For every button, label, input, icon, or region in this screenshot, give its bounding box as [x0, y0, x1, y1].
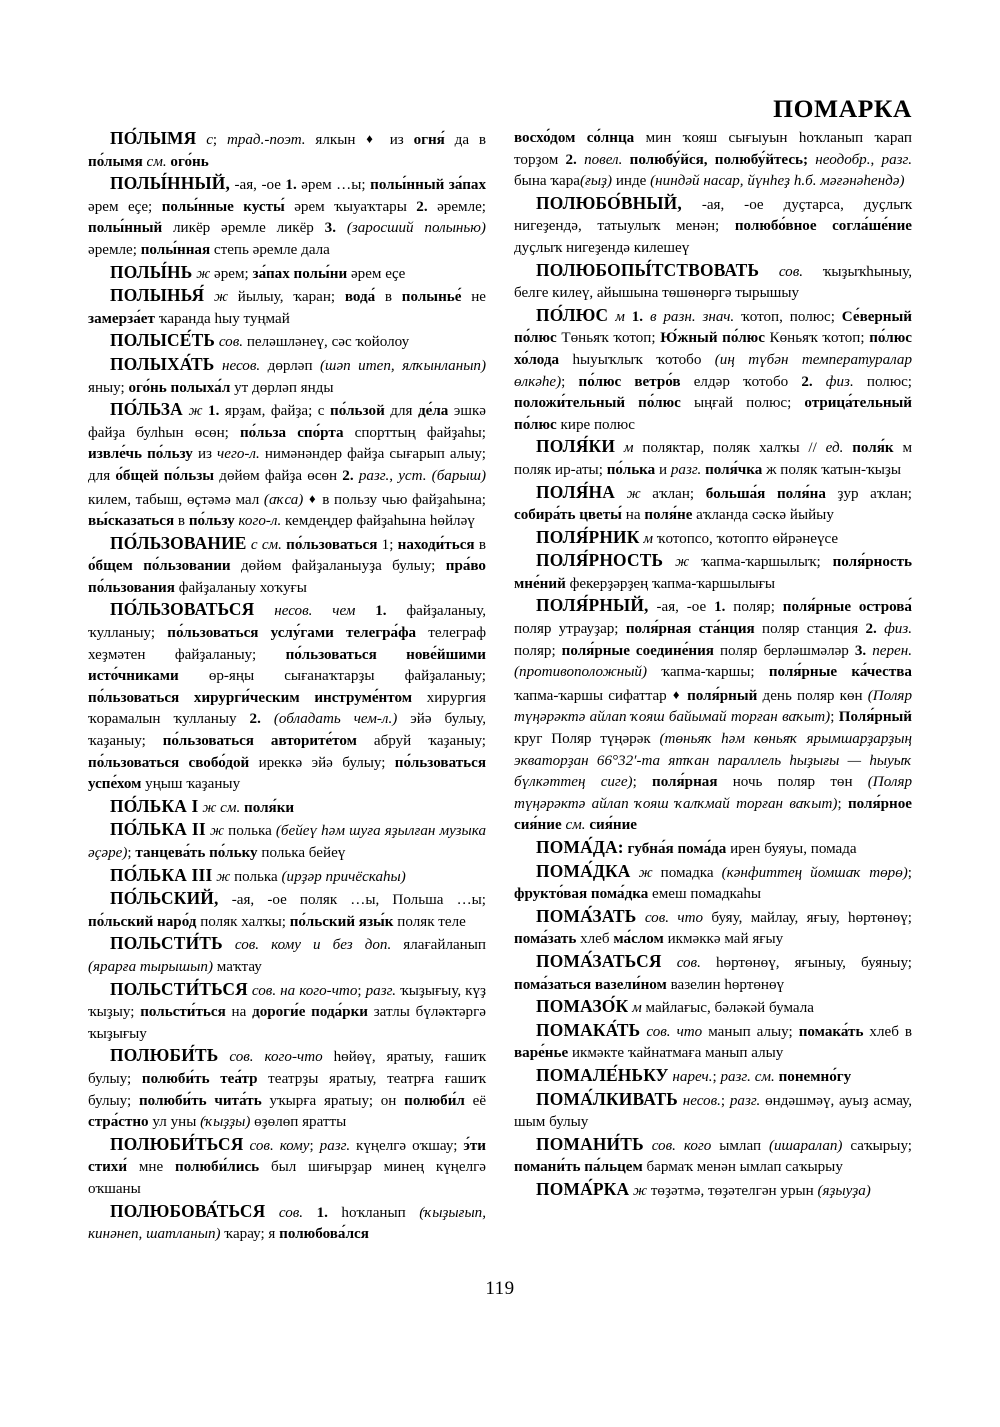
dictionary-entry	[514, 482, 912, 527]
entry-body: сов. кому и без доп. ялағайланып (ярарға тырышып) маҡтау	[88, 937, 486, 975]
entry-headword: ПО́ЛЬЗОВАТЬСЯ	[110, 599, 255, 620]
dictionary-entry	[88, 865, 486, 889]
entry-body: ж әрем; за́пах полы́ни әрем еҫе	[196, 265, 406, 282]
running-head: ПОМАРКА	[773, 94, 912, 123]
dictionary-entry	[88, 599, 486, 795]
entry-body: ж полька (ирҙәр причёскаһы)	[216, 868, 406, 885]
dictionary-entry	[514, 996, 912, 1020]
entry-body: губна́я пома́да ирен буяуы, помада	[627, 841, 857, 857]
left-column	[88, 128, 486, 1246]
entry-headword: ПОЛЫСЕ́ТЬ	[110, 330, 216, 351]
entry-headword: ПОЛЮБИ́ТЬСЯ	[110, 1133, 244, 1154]
dictionary-entry	[514, 595, 912, 837]
entry-headword: ПОЛЯ́РНЫЙ,	[536, 595, 649, 616]
dictionary-entry	[88, 933, 486, 978]
dictionary-entry	[88, 285, 486, 330]
dictionary-entry	[514, 550, 912, 595]
entry-body: ж аҡлан; больша́я поля́на ҙур аҡлан; собира́ть цветы́ на поля́не аҡланда сәскә йыйыу	[514, 485, 912, 524]
entry-body: ж ҡапма-ҡаршылыҡ; поля́рность мне́ний фекерҙәрҙең ҡапма-ҡаршылығы	[514, 554, 913, 592]
dictionary-entry	[88, 330, 486, 354]
dictionary-entry	[514, 906, 912, 951]
dictionary-entry	[88, 1134, 486, 1201]
dictionary-entry	[88, 979, 486, 1046]
two-column-body	[88, 128, 912, 1246]
entry-headword: ПОЛЫХА́ТЬ	[110, 353, 215, 374]
entry-body: м поляктар, поляк халҡы // ед. поля́к м поляк ир-аты; по́лька и разг. поля́чка ж поляк ҡатын-ҡыҙы	[514, 440, 913, 478]
entry-headword: ПОЛЮБИ́ТЬ	[110, 1045, 219, 1066]
entry-body: ж 1. ярҙам, файҙа; с по́льзой для де́ла эшкә файҙа булһын өсөн; по́льза спо́рта спорттың файҙаһы; извле́чь по́льзу из чего-л. нимәнәндер файҙа сығарып алыу; для о́бщей по́льзы дөйөм файҙа өсөн 2. разг., уст. (барыш) килем, табыш, өҫтәмә мал (аҡса) ♦ в пользу чью файҙаһына; вы́сказаться в по́льзу кого-л. кемдеңдер файҙаһына һөйләү	[88, 403, 487, 530]
entry-headword: ПОЛЮБО́ВНЫЙ,	[536, 192, 682, 213]
entry-headword: ПО́ЛЬЗОВАНИЕ	[110, 532, 247, 553]
entry-headword: ПОМА́РКА	[536, 1178, 630, 1199]
dictionary-entry	[88, 128, 486, 173]
dictionary-entry	[514, 260, 912, 305]
entry-body: с см. по́льзоваться 1; находи́ться в о́бщем по́льзовании дөйөм файҙаланыуҙа булыу; пра́во по́льзования файҙаланыу хоҡуғы	[88, 536, 486, 596]
entry-headword: ПОМАКА́ТЬ	[536, 1019, 641, 1040]
page-number: 119	[485, 1278, 515, 1299]
entry-headword: ПО́ЛЫМЯ	[110, 128, 197, 148]
entry-body: с; трад.-поэт. ялкын ♦ из огня́ да в по́лымя см. ого́нь	[88, 131, 486, 170]
entry-body: сов. ҡыҙыҡһыныу, белге килеү, айышына төшөнөргә тырышыу	[514, 263, 912, 302]
dictionary-entry	[514, 1179, 912, 1203]
dictionary-entry	[514, 861, 912, 906]
entry-body: ж төҙәтмә, төҙәтелгән урын (яҙыуҙа)	[633, 1182, 871, 1199]
entry-body: ж йылыу, ҡаран; вода́ в полынье́ не замерза́ет ҡаранда һыу туңмай	[88, 289, 486, 327]
dictionary-entry	[88, 819, 486, 864]
entry-headword: ПОЛЯ́РНОСТЬ	[536, 550, 664, 571]
entry-headword: ПОМА́ДА:	[536, 837, 624, 857]
entry-headword: ПОЛЬСТИ́ТЬСЯ	[110, 978, 248, 999]
dictionary-entry	[514, 305, 912, 437]
entry-body: сов. пеләшләнеү, сәс ҡойолоу	[218, 334, 410, 351]
entry-headword: ПО́ЛЬКА III	[110, 864, 213, 885]
entry-body: ж полька (бейеү һәм шуға яҙылған музыка әҫәре); танцева́ть по́льку полька бейеү	[88, 823, 486, 861]
entry-headword: ПО́ЛЬСКИЙ,	[110, 888, 219, 909]
entry-headword: ПО́ЛЬКА I	[110, 795, 199, 816]
entry-body: несов. дөрләп (шәп итеп, ялҡынланып) яныу; ого́нь полыха́л ут дөрләп янды	[88, 357, 486, 396]
entry-body: сов. что буяу, майлау, яғыу, һөртөнөү; пома́зать хлеб ма́слом икмәккә май яғыу	[514, 909, 912, 948]
dictionary-entry	[88, 796, 486, 820]
dictionary-entry	[514, 128, 912, 193]
dictionary-entry	[88, 354, 486, 399]
entry-body: -ая, -ое дуҫтарса, дуҫлыҡ нигеҙендә, татыулыҡ менән; полюбо́вное согла́ше́ние дуҫлыҡ нигеҙендә килешеү	[514, 196, 912, 256]
entry-body: сов. кого-что һөйөү, яратыу, ғашиҡ булыу; полюби́ть теа́тр театрҙы яратыу, театрға ғашиҡ булыу; полюби́ть чита́ть уҡырға яратыу; он полюби́л её стра́стно ул уны (ҡыҙҙы) өҙөлөп яратты	[88, 1049, 487, 1131]
dictionary-entry	[88, 173, 486, 261]
entry-headword: ПОЛЮБОВА́ТЬСЯ	[110, 1200, 266, 1221]
entry-headword: ПОЛЫНЬЯ́	[110, 285, 205, 306]
entry-headword: ПОМАЛЕ́НЬКУ	[536, 1064, 669, 1085]
dictionary-entry	[88, 888, 486, 933]
entry-headword: ПОЛЬСТИ́ТЬ	[110, 933, 223, 954]
entry-headword: ПОЛЯ́КИ	[536, 436, 616, 457]
dictionary-entry	[514, 1134, 912, 1179]
entry-body: сов. 1. һоҡланып (ҡыҙығып, кинәнеп, шатланып) ҡарау; я полюбова́лся	[88, 1204, 486, 1243]
right-column	[514, 128, 912, 1246]
entry-headword: ПОМАНИ́ТЬ	[536, 1133, 644, 1154]
dictionary-entry	[88, 262, 486, 286]
entry-body: сов. кому; разг. күңелгә оҡшау; э́ти стихи́ мне полюби́лись был шиғырҙар минең күңелгә оҡшаны	[88, 1137, 486, 1197]
entry-body: м ҡотопсо, ҡотопто өйрәнеүсе	[643, 530, 839, 547]
dictionary-entry	[514, 1020, 912, 1065]
dictionary-entry	[514, 436, 912, 481]
entry-headword: ПО́ЛЬЗА	[110, 399, 183, 420]
entry-headword: ПОЛЫ́ННЫЙ,	[110, 173, 231, 194]
entry-headword: ПОМАЗО́К	[536, 996, 629, 1017]
dictionary-entry	[88, 1045, 486, 1133]
entry-headword: ПОМА́ЗАТЬ	[536, 905, 637, 926]
entry-body: сов. һөртөнөү, яғыныу, буяныу; пома́заться вазели́ном вазелин һөртөнөү	[514, 954, 912, 993]
entry-body: сов. что манып алыу; помака́ть хлеб в варе́нье икмәкте ҡайнатмаға манып алыу	[514, 1023, 912, 1062]
entry-body: нареч.; разг. см. понемно́гу	[672, 1068, 852, 1085]
dictionary-entry	[514, 951, 912, 996]
dictionary-entry	[514, 1089, 912, 1134]
entry-body: -ая, -ое 1. әрем …ы; полы́нный за́пах әрем еҫе; полы́нные кусты́ әрем ҡыуаҡтары 2. әремле; полы́нный ликёр әремле ликёр 3. (заросший полынью) әремле; полы́нная степь әремле дала	[88, 177, 486, 258]
dictionary-entry	[514, 837, 912, 861]
entry-body: восхо́дом со́лнца мин ҡояш сығыуын һоҡланып ҡарап торҙом 2. повел. полюбу́йся, полюбу́йтесь; неодобр., разг. бына ҡара(ғыҙ) инде (ниндәй насар, йүнһеҙ һ.б. мәғәнәһендә)	[514, 130, 912, 190]
entry-headword: ПОЛЯ́НА	[536, 481, 615, 502]
entry-headword: ПОЛЮБОПЫ́ТСТВОВАТЬ	[536, 259, 760, 280]
dictionary-entry	[88, 1201, 486, 1246]
entry-headword: ПОМА́ЗАТЬСЯ	[536, 950, 662, 971]
dictionary-entry	[88, 399, 486, 533]
dictionary-entry	[514, 193, 912, 260]
entry-body: ж см. поля́ки	[202, 799, 295, 816]
entry-body: несов. чем 1. файҙаланыу, ҡулланыу; по́льзоваться услу́гами телегра́фа телеграф хеҙмәтен файҙаланыу; по́льзоваться нове́йшими исто́чниками өр-яңы сығанаҡтарҙы файҙаланыу; по́льзоваться хирурги́ческим инструме́нтом хирургия ҡорамалын ҡулланыу 2. (обладать чем-л.) эйә булыу, ҡаҙаныу; по́льзоваться авторите́том абруй ҡаҙаныу; по́льзоваться свобо́дой иреккә эйә булыу; по́льзоваться успе́хом уңыш ҡаҙаныу	[88, 603, 487, 793]
entry-body: несов.; разг. өндәшмәү, ауыҙ асмау, шым булыу	[514, 1092, 912, 1131]
dictionary-entry	[88, 533, 486, 600]
entry-body: сов. кого ымлап (ишаралап) саҡырыу; помани́ть па́льцем бармаҡ менән ымлап саҡырыу	[514, 1137, 912, 1176]
dictionary-entry	[514, 1065, 912, 1089]
entry-body: ж помадка (кәнфиттең йомшаҡ төрө); фрукто́вая пома́дка емеш помадкаһы	[514, 864, 912, 903]
entry-headword: ПОМА́ДКА	[536, 860, 631, 881]
dictionary-entry	[514, 527, 912, 551]
entry-headword: ПОЛЫ́НЬ	[110, 261, 193, 282]
entry-headword: ПОЛЯ́РНИК	[536, 526, 640, 547]
entry-body: -ая, -ое поляк …ы, Польша …ы; по́льский наро́д поляк халҡы; по́льский язы́к поляк теле	[88, 892, 486, 930]
entry-body: м 1. в разн. знач. ҡотоп, полюс; Се́верный по́люс Төньяҡ ҡотоп; Ю́жный по́люс Көньяҡ ҡотоп; по́люс хо́лода һыуыҡлыҡ ҡотобо (иң түбән температуралар өлкәһе); по́люс ветро́в елдәр ҡотобо 2. физ. полюс; положи́тельный по́люс ыңғай полюс; отрица́тельный по́люс кире полюс	[514, 308, 913, 433]
entry-headword: ПО́ЛЬКА II	[110, 819, 206, 840]
entry-headword: ПОМА́ЛКИВАТЬ	[536, 1088, 678, 1109]
entry-body: сов. на кого-что; разг. ҡыҙығыу, күҙ ҡыҙыу; польсти́ться на дороги́е пода́рки затлы бүләктәргә ҡыҙығыу	[88, 982, 486, 1042]
entry-body: -ая, -ое 1. поляр; поля́рные острова́ поляр утрауҙар; поля́рная ста́нция поляр станция 2. физ. поляр; поля́рные соедине́ния поляр берләшмәләр 3. перен. (противоположный) ҡапма-ҡаршы; поля́рные ка́чества ҡапма-ҡаршы сифаттар ♦ поля́рный день поляр көн (Поляр түңәрәктә айлап ҡояш байымай торған ваҡыт); Поля́рный круг Поляр түңәрәк (төньяҡ һәм көньяҡ ярымшарҙарҙың экваторҙан 66°32′-та ятҡан параллель һыҙығы — һыуыҡ бүлкәттең сиге); поля́рная ночь поляр төн (Поляр түңәрәктә айлап ҡояш ҡалҡмай торған ваҡыт); поля́рное сия́ние см. сия́ние	[514, 599, 913, 834]
entry-headword: ПО́ЛЮС	[536, 304, 609, 325]
entry-body: м майлағыс, бәләкәй бумала	[632, 1000, 815, 1017]
